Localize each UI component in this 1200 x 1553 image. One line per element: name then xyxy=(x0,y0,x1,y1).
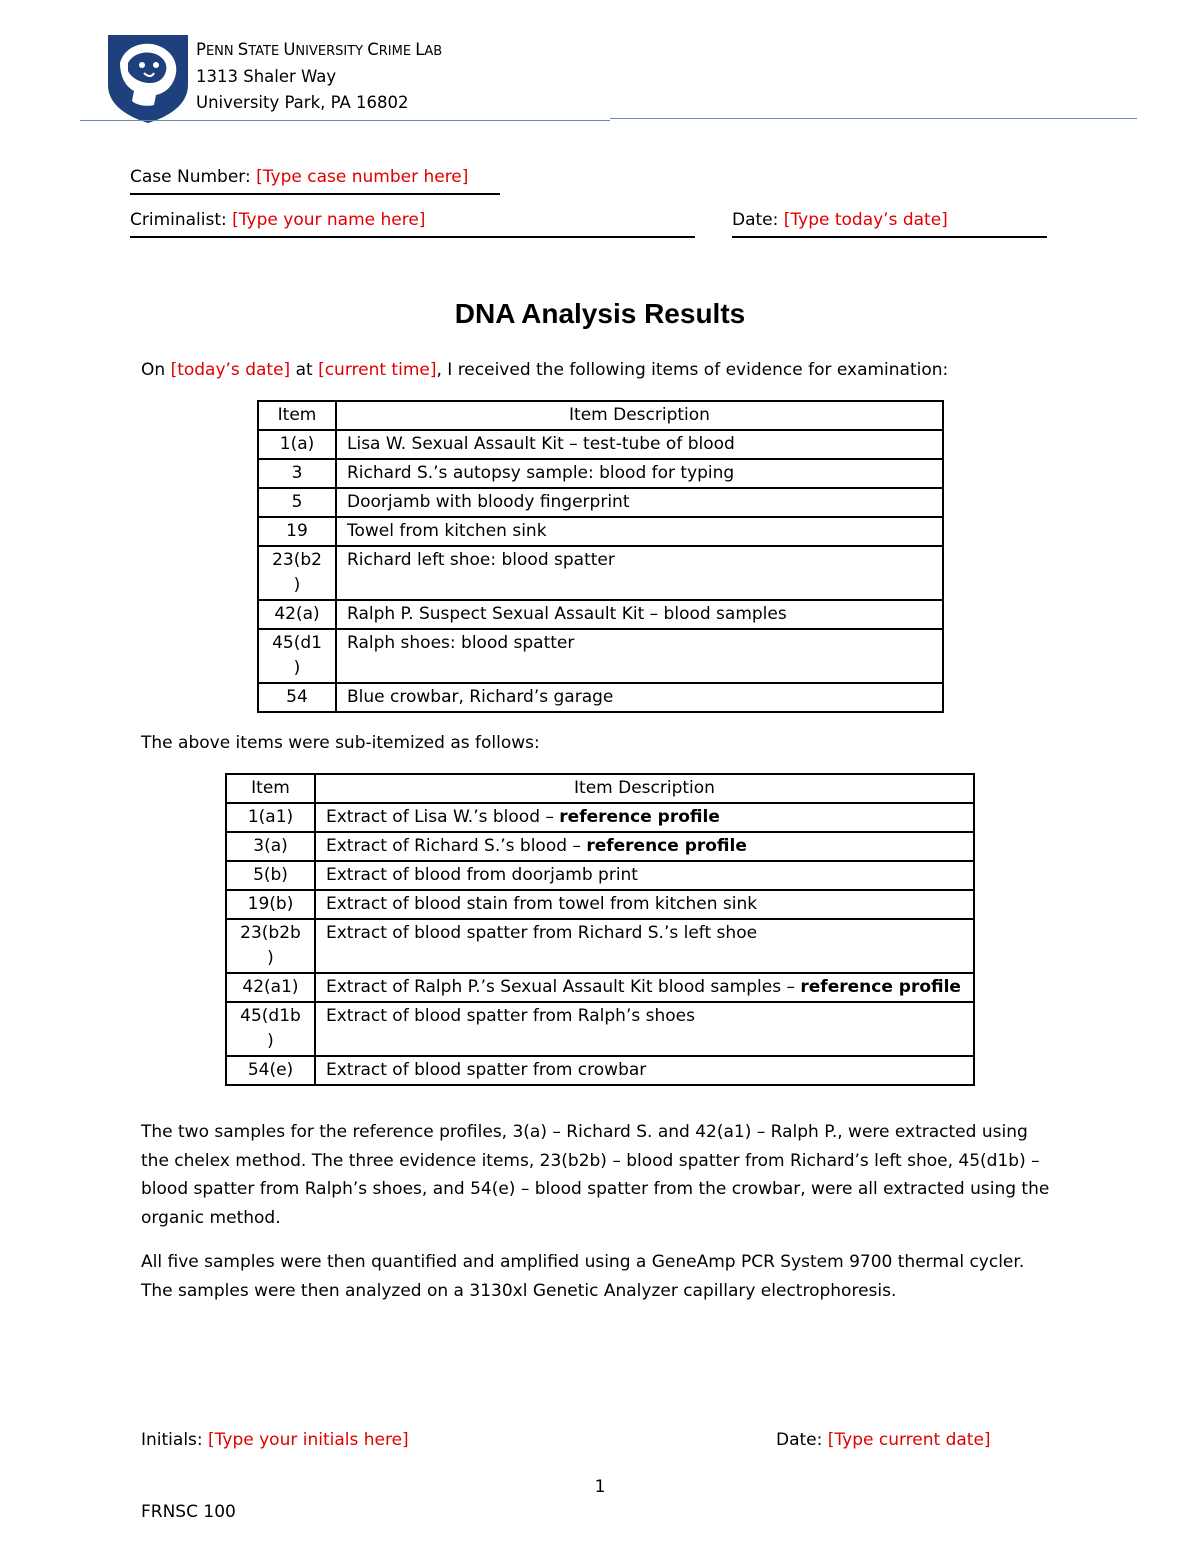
item-description-cell: Extract of Lisa W.’s blood – reference profile xyxy=(315,803,974,832)
item-number-cell: 3 xyxy=(258,459,336,488)
header-divider-right xyxy=(610,118,1137,119)
footer-date-placeholder[interactable]: [Type current date] xyxy=(827,1430,991,1450)
date-placeholder[interactable]: [Type today’s date] xyxy=(783,210,948,230)
table-row xyxy=(258,629,943,683)
page-title: DNA Analysis Results xyxy=(454,298,746,329)
table-row xyxy=(226,1002,974,1056)
item-number-cell: 45(d1 ) xyxy=(258,629,336,683)
item-description-cell: Ralph shoes: blood spatter xyxy=(336,629,943,683)
table-header-row xyxy=(226,774,974,803)
criminalist-placeholder[interactable]: [Type your name here] xyxy=(232,210,426,230)
criminalist-field[interactable] xyxy=(130,210,695,238)
table-row xyxy=(226,832,974,861)
item-number-cell: 23(b2 ) xyxy=(258,546,336,600)
item-description-cell: Doorjamb with bloody fingerprint xyxy=(336,488,943,517)
course-code: FRNSC 100 xyxy=(141,1502,236,1522)
reference-profile-label: reference profile xyxy=(586,836,747,856)
item-number-cell: 19 xyxy=(258,517,336,546)
item-description-cell: Richard left shoe: blood spatter xyxy=(336,546,943,600)
item-description-cell: Extract of blood spatter from crowbar xyxy=(315,1056,974,1085)
item-description-cell: Extract of blood spatter from Ralph’s shoes xyxy=(315,1002,974,1056)
footer-date-field[interactable] xyxy=(776,1430,991,1450)
intro-sentence: On [today’s date] at [current time], I received the following items of evidence for examination: xyxy=(141,360,949,380)
table-row xyxy=(258,459,943,488)
case-number-label: Case Number: xyxy=(130,167,257,187)
item-description-cell: Lisa W. Sexual Assault Kit – test-tube of blood xyxy=(336,430,943,459)
lab-address-line1: 1313 Shaler Way xyxy=(196,67,337,86)
item-number-cell: 54(e) xyxy=(226,1056,315,1085)
item-number-cell: 1(a1) xyxy=(226,803,315,832)
column-header-item: Item xyxy=(258,401,336,430)
lab-name: PENN STATE UNIVERSITY CRIME LAB xyxy=(196,40,443,59)
case-number-field[interactable] xyxy=(130,167,500,195)
item-number-cell: 42(a1) xyxy=(226,973,315,1002)
item-description-cell: Towel from kitchen sink xyxy=(336,517,943,546)
table-row xyxy=(226,803,974,832)
date-field[interactable] xyxy=(732,210,1047,238)
table-row xyxy=(258,488,943,517)
footer-date-label: Date: xyxy=(776,1430,828,1450)
penn-state-shield-logo xyxy=(106,33,190,125)
item-number-cell: 42(a) xyxy=(258,600,336,629)
table-row xyxy=(226,1056,974,1085)
table-row xyxy=(226,973,974,1002)
column-header-description: Item Description xyxy=(336,401,943,430)
table-row xyxy=(226,861,974,890)
case-number-placeholder[interactable]: [Type case number here] xyxy=(256,167,469,187)
initials-placeholder[interactable]: [Type your initials here] xyxy=(208,1430,409,1450)
item-description-cell: Ralph P. Suspect Sexual Assault Kit – blood samples xyxy=(336,600,943,629)
analysis-paragraph: All five samples were then quantified and amplified using a GeneAmp PCR System 9700 thermal cycler. The samples were then analyzed on a 3130xl Genetic Analyzer capillary electrophoresis. xyxy=(141,1252,1025,1301)
table-row xyxy=(258,683,943,712)
item-number-cell: 1(a) xyxy=(258,430,336,459)
header-divider-left xyxy=(80,120,610,121)
item-number-cell: 23(b2b ) xyxy=(226,919,315,973)
table-row xyxy=(258,430,943,459)
item-description-cell: Blue crowbar, Richard’s garage xyxy=(336,683,943,712)
item-description-cell: Richard S.’s autopsy sample: blood for typing xyxy=(336,459,943,488)
date-label: Date: xyxy=(732,210,784,230)
reference-profile-label: reference profile xyxy=(559,807,720,827)
table-header-row xyxy=(258,401,943,430)
page-number: 1 xyxy=(594,1477,606,1497)
initials-field[interactable] xyxy=(141,1430,409,1450)
item-description-cell: Extract of blood stain from towel from kitchen sink xyxy=(315,890,974,919)
received-time-placeholder[interactable]: [current time] xyxy=(318,360,437,380)
item-description-cell: Extract of blood from doorjamb print xyxy=(315,861,974,890)
table-row xyxy=(258,546,943,600)
table-row xyxy=(226,890,974,919)
reference-profile-label: reference profile xyxy=(800,977,961,997)
subitem-table xyxy=(225,773,975,1086)
item-number-cell: 19(b) xyxy=(226,890,315,919)
criminalist-label: Criminalist: xyxy=(130,210,233,230)
lab-address-line2: University Park, PA 16802 xyxy=(196,93,409,112)
subitem-intro: The above items were sub-itemized as follows: xyxy=(141,733,540,753)
table-row xyxy=(258,600,943,629)
column-header-description: Item Description xyxy=(315,774,974,803)
item-description-cell: Extract of blood spatter from Richard S.’s left shoe xyxy=(315,919,974,973)
item-description-cell: Extract of Ralph P.’s Sexual Assault Kit blood samples – reference profile xyxy=(315,973,974,1002)
received-date-placeholder[interactable]: [today’s date] xyxy=(170,360,291,380)
column-header-item: Item xyxy=(226,774,315,803)
item-description-cell: Extract of Richard S.’s blood – reference profile xyxy=(315,832,974,861)
table-row xyxy=(258,517,943,546)
table-row xyxy=(226,919,974,973)
initials-label: Initials: xyxy=(141,1430,209,1450)
item-number-cell: 5(b) xyxy=(226,861,315,890)
item-number-cell: 3(a) xyxy=(226,832,315,861)
item-number-cell: 5 xyxy=(258,488,336,517)
item-number-cell: 54 xyxy=(258,683,336,712)
extraction-paragraph: The two samples for the reference profiles, 3(a) – Richard S. and 42(a1) – Ralph P., were extracted using the chelex method. The three evidence items, 23(b2b) – blood spatter from Richard’s left shoe, 45(d1b) – blood spatter from Ralph’s shoes, and 54(e) – blood spatter from the crowbar, were all extracted using the organic method. xyxy=(141,1122,1050,1228)
item-number-cell: 45(d1b ) xyxy=(226,1002,315,1056)
evidence-items-table xyxy=(257,400,944,713)
